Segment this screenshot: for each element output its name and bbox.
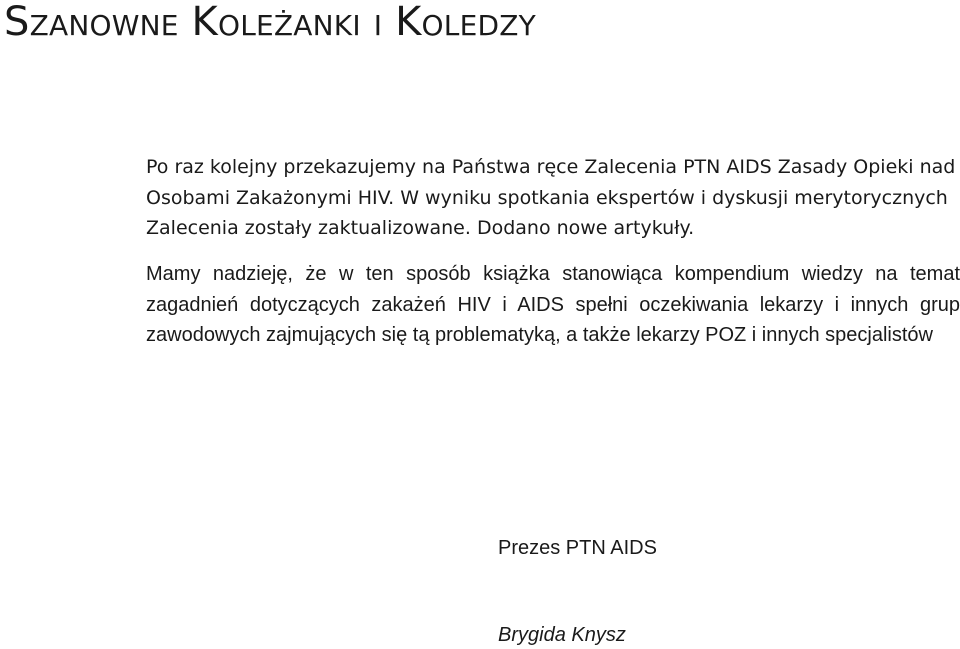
signature-role: Prezes PTN AIDS	[498, 537, 657, 559]
page-title: Szanowne Koleżanki i Koledzy	[4, 0, 536, 45]
hope-paragraph: Mamy nadzieję, że w ten sposób książka stanowiąca kompendium wiedzy na temat zagadnień dotyczących zakażeń HIV i AIDS spełni oczekiwania lekarzy i innych grup zawodowych zajmujących się tą problematyką, a także lekarzy POZ i innych specjalistów	[146, 263, 960, 346]
signature-name: Brygida Knysz	[498, 624, 626, 646]
intro-paragraph: Po raz kolejny przekazujemy na Państwa ręce Zalecenia PTN AIDS Zasady Opieki nad Osobami Zakażonymi HIV. W wyniku spotkania ekspertów i dyskusji merytorycznych Zalecenia zostały zaktualizowane. Dodano nowe artykuły.	[146, 156, 956, 239]
